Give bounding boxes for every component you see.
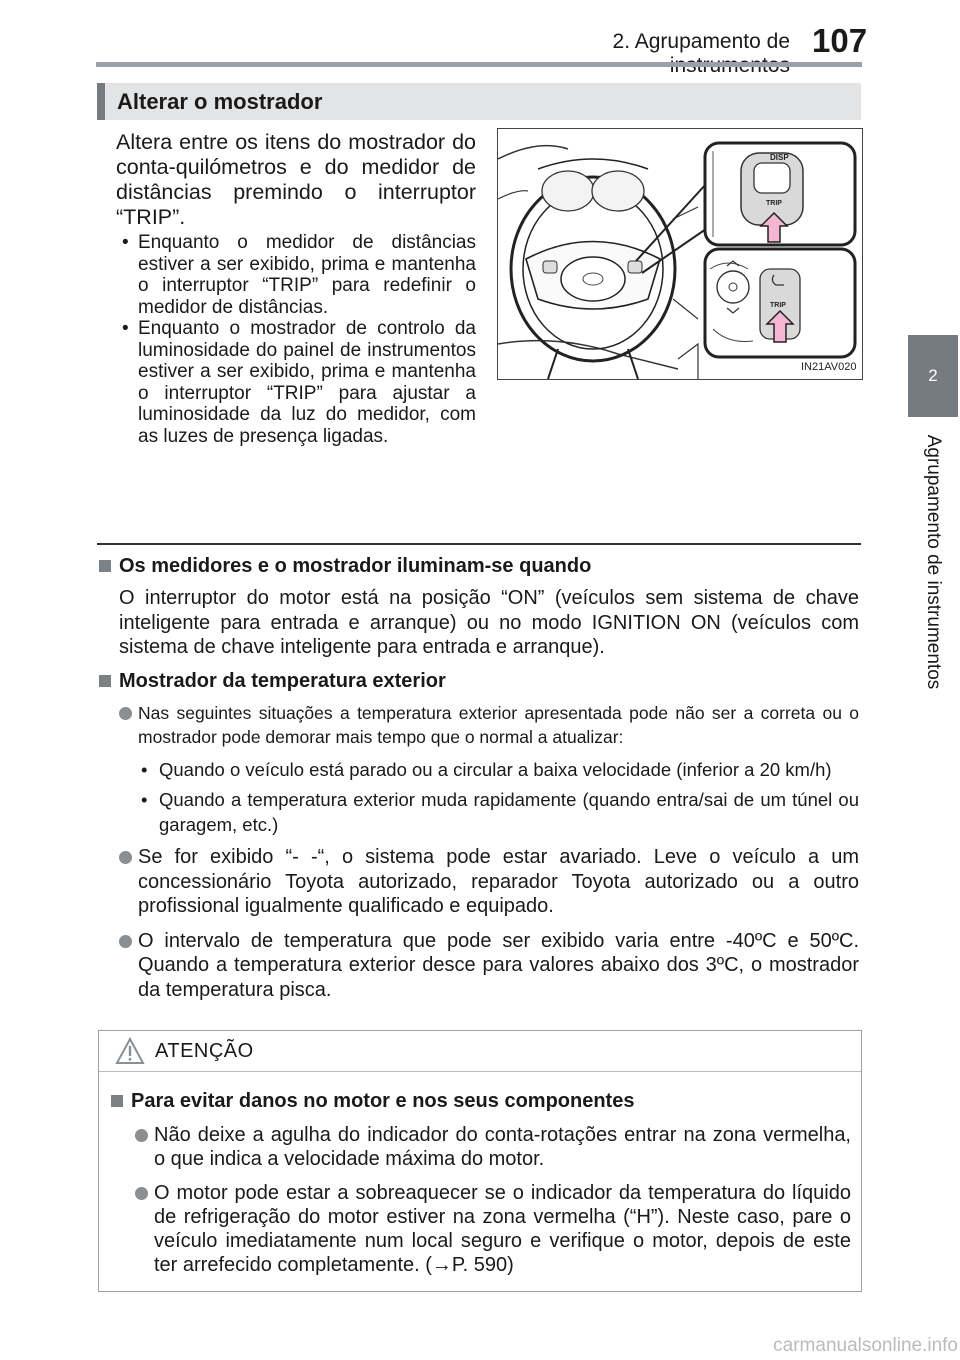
- warning-heading-row: [109, 1090, 851, 1113]
- section-title-bar: [97, 83, 105, 120]
- note2-item-1-text: Nas seguintes situações a temperatura exterior apresentada pode não ser a correta ou o mostrador pode demorar mais tempo que o normal a atualizar:: [138, 702, 859, 747]
- circle-bullet-icon: [135, 1129, 148, 1142]
- note2-item-3: [115, 929, 859, 1003]
- note2-heading-row: [97, 670, 859, 693]
- side-tab-label-box: [908, 418, 958, 706]
- circle-bullet-icon: [135, 1187, 148, 1200]
- trip-label-lower: TRIP: [770, 302, 786, 309]
- footer-watermark[interactable]: carmanualsonline.info: [773, 1335, 958, 1356]
- square-bullet-icon: [111, 1095, 123, 1107]
- note2-item-2: [115, 845, 859, 919]
- note2-item-1: [115, 701, 859, 750]
- steering-wheel-figure: [497, 128, 863, 380]
- warning-header: [99, 1031, 861, 1072]
- warning-box: [98, 1030, 862, 1292]
- warning-item-1-text: Não deixe a agulha do indicador do conta-rotações entrar na zona vermelha, o que indica a velocidade máxima do motor.: [154, 1124, 851, 1170]
- page-number: 107: [812, 22, 868, 59]
- steering-wheel-illustration: [498, 129, 862, 379]
- warning-item-2: [131, 1181, 851, 1277]
- disp-label: DISP: [770, 153, 789, 162]
- note2-item-3-text: O intervalo de temperatura que pode ser exibido varia entre -40ºC e 50ºC. Quando a temperatura exterior desce para valores abaixo dos 3ºC, o mostrador da temperatura pisca.: [138, 929, 859, 1001]
- note1-heading: Os medidores e o mostrador iluminam-se quando: [119, 555, 592, 577]
- intro-bullet: • Enquanto o medidor de distâncias estiver a ser exibido, prima e mantenha o interruptor “TRIP” para redefinir o medidor de distâncias.: [116, 232, 476, 318]
- side-tab-number[interactable]: 2: [908, 335, 958, 417]
- intro-block: [116, 130, 476, 447]
- circle-bullet-icon: [119, 851, 132, 864]
- warning-heading: Para evitar danos no motor e nos seus componentes: [131, 1090, 635, 1112]
- note2-heading: Mostrador da temperatura exterior: [119, 669, 446, 692]
- warning-item-1: [131, 1123, 851, 1171]
- circle-bullet-icon: [119, 935, 132, 948]
- intro-bullet: • Enquanto o mostrador de controlo da luminosidade do painel de instrumentos estiver a ser exibido, prima e mantenha o interruptor “TRIP” para ajustar a luminosidade da luz do medidor, com as luzes de presença ligadas.: [116, 318, 476, 447]
- circle-bullet-icon: [119, 707, 132, 720]
- notes-content: [97, 555, 859, 1002]
- intro-bullets: [116, 232, 476, 447]
- warning-triangle-icon: [115, 1037, 145, 1065]
- header-rule: [96, 62, 862, 67]
- chapter-title: 2. Agrupamento de: [612, 30, 790, 53]
- note2-item-2-text: Se for exibido “- -“, o sistema pode estar avariado. Leve o veículo a um concessionário Toyota autorizado, reparador Toyota autorizado ou a outro profissional igualmente qualificado e equipado.: [138, 846, 859, 917]
- note1-text: O interruptor do motor está na posição “ON” (veículos sem sistema de chave inteligente para entrada e arranque) ou no modo IGNITION ON (veículos com sistema de chave inteligente para entrada e arranque).: [119, 587, 859, 658]
- trip-label-upper: TRIP: [766, 200, 782, 207]
- section-title-box: [97, 83, 861, 120]
- warning-item-2-text: O motor pode estar a sobreaquecer se o indicador da temperatura do líquido de refrigeração do motor estiver na zona vermelha (“H”). Neste caso, pare o veículo imediatamente num local seguro e verifique o motor, depois de este ter arrefecido completamente. (→P. 590): [154, 1182, 851, 1276]
- warning-label: ATENÇÃO: [155, 1039, 254, 1062]
- note2-sub-bullets: [137, 758, 859, 838]
- section-divider: [97, 543, 861, 545]
- warning-body: [99, 1072, 861, 1277]
- note2-sub-bullet: • Quando a temperatura exterior muda rapidamente (quando entra/sai de um túnel ou garagem, etc.): [137, 788, 859, 837]
- square-bullet-icon: [99, 560, 111, 572]
- square-bullet-icon: [99, 675, 111, 687]
- side-tab-label: Agrupamento de instrumentos: [923, 434, 944, 690]
- note2-sub-bullet: • Quando o veículo está parado ou a circular a baixa velocidade (inferior a 20 km/h): [137, 758, 859, 783]
- section-title: Alterar o mostrador: [117, 88, 323, 114]
- intro-text: Altera entre os itens do mostrador do conta-quilómetros e do medidor de distâncias premindo o interruptor “TRIP”.: [116, 130, 476, 229]
- note1-heading-row: [97, 555, 859, 578]
- figure-code: IN21AV020: [801, 361, 857, 373]
